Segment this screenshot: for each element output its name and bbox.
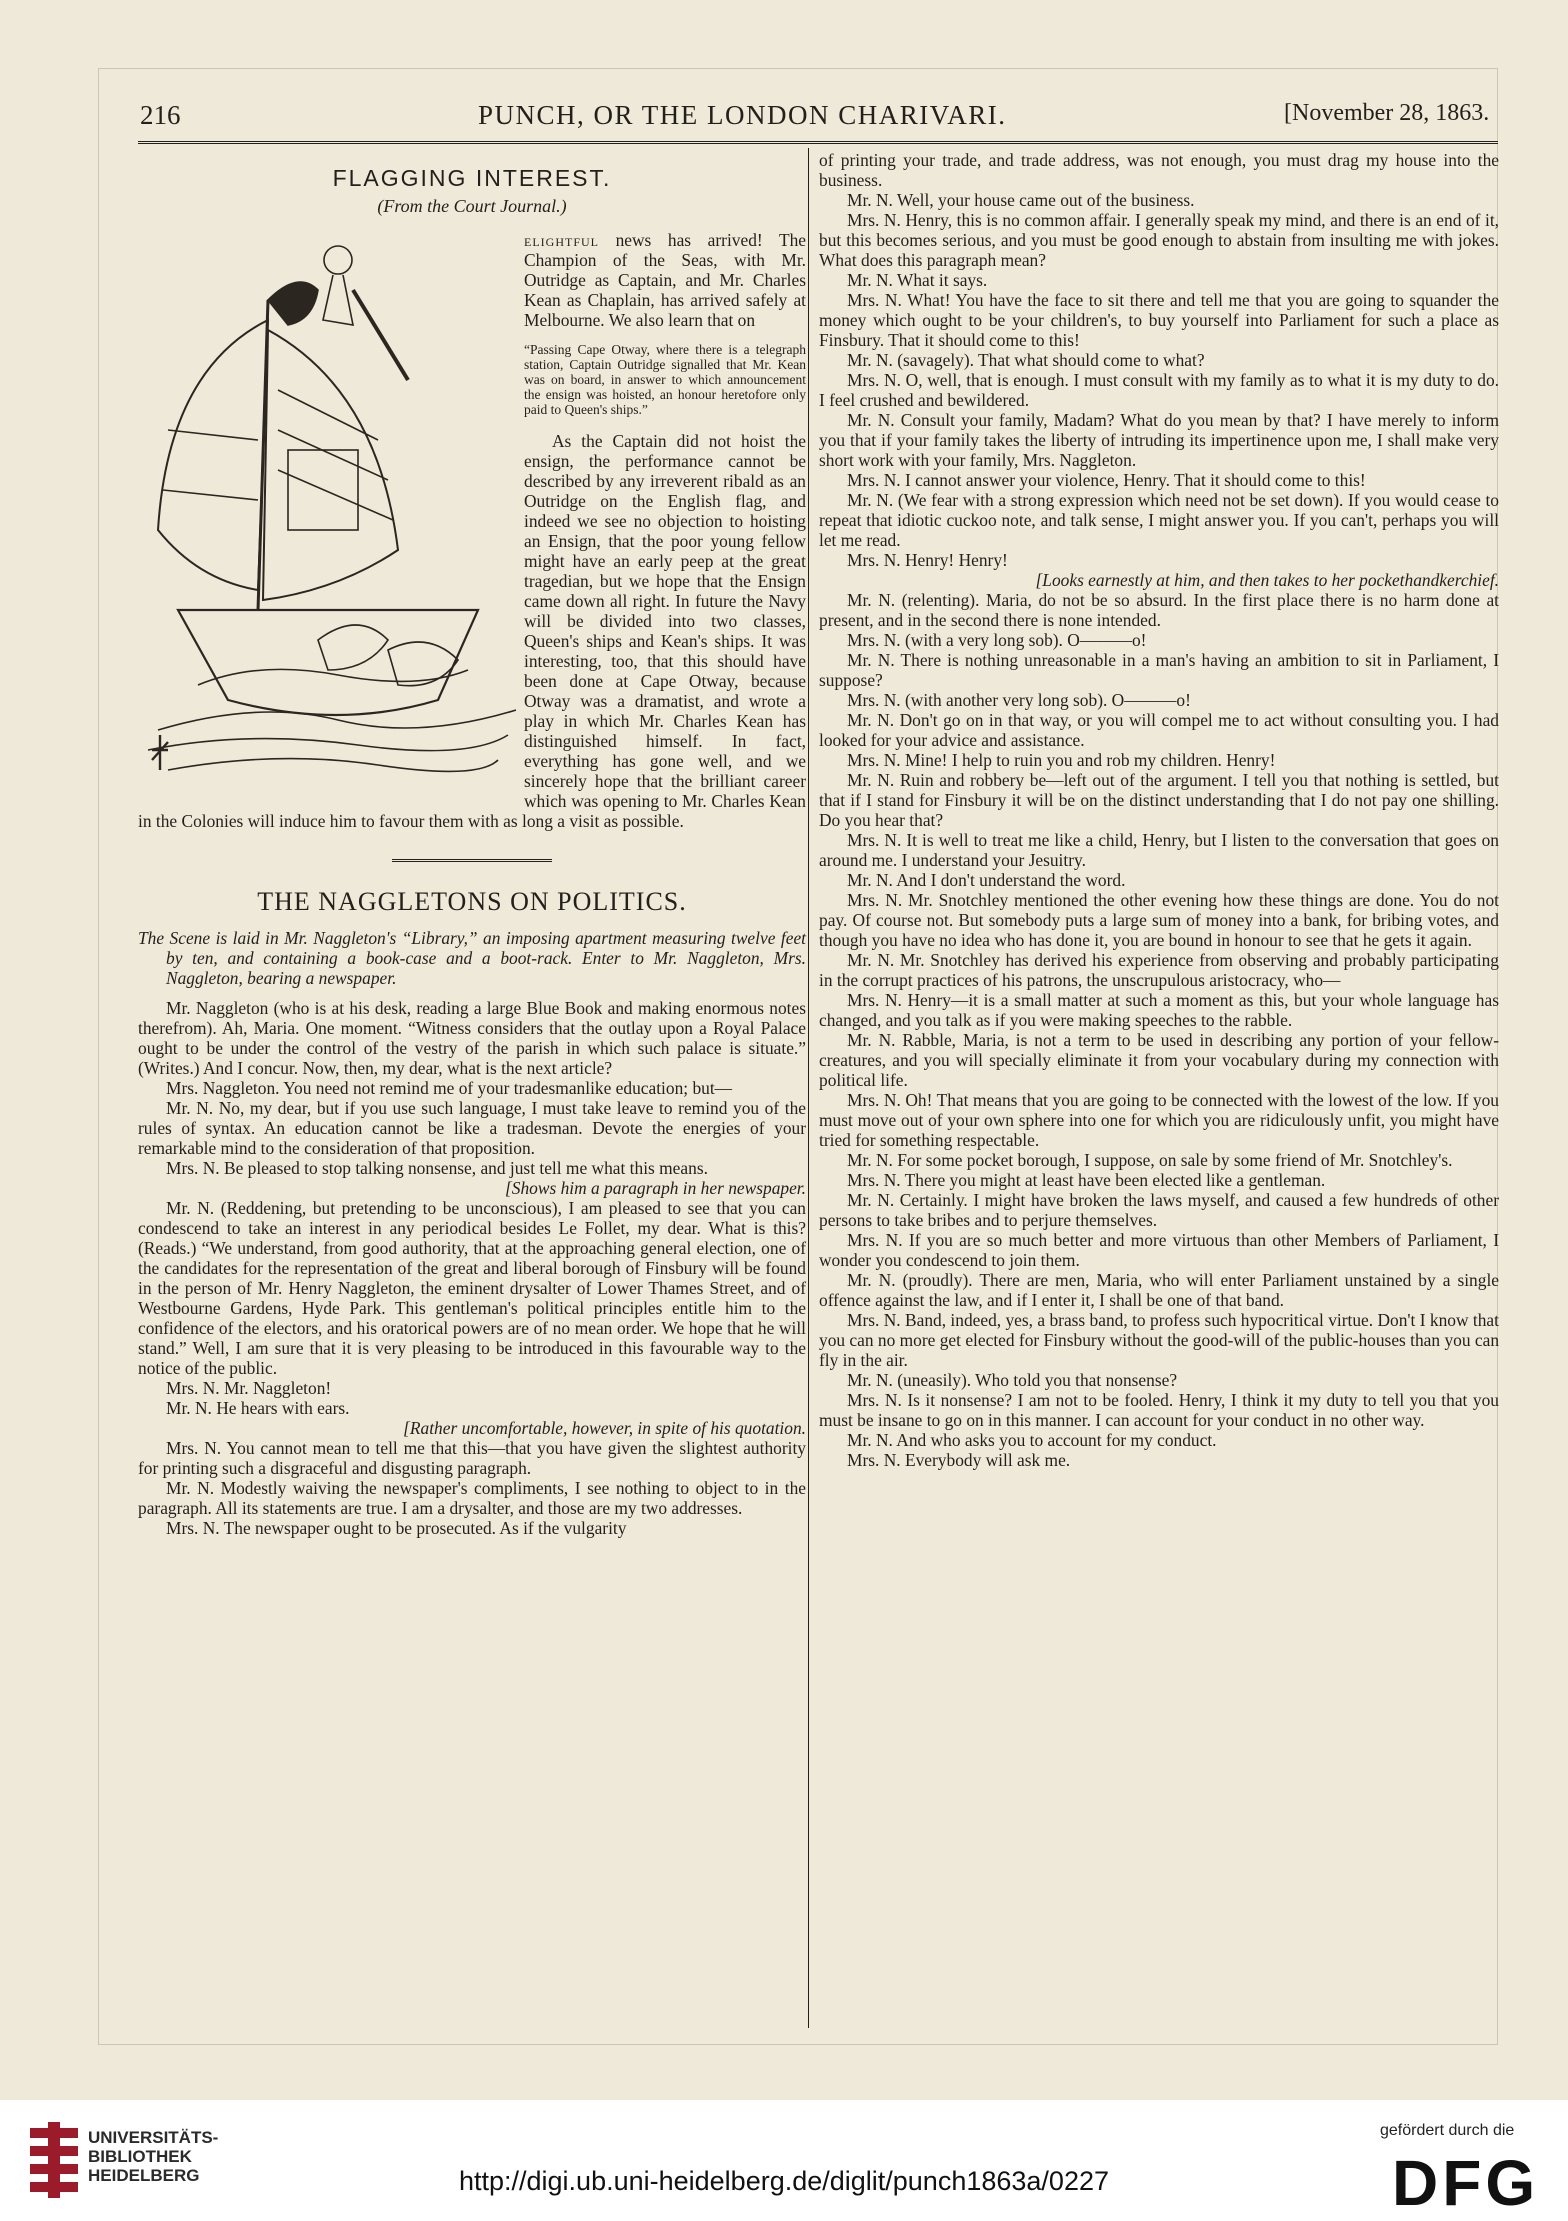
dialogue-paragraph: Mr. N. Ruin and robbery be—left out of the argument. I tell you that nothing is settled, but that if I stand for Finsbury it will be on the distinct understanding that I do not pay one shilling. Do you hear that? bbox=[819, 770, 1499, 830]
dialogue-paragraph: Mrs. N. It is well to treat me like a child, Henry, but I listen to the conversation that goes on around me. I understand your Jesuitry. bbox=[819, 830, 1499, 870]
dialogue-paragraph: Mrs. N. Mr. Naggleton! bbox=[166, 1378, 332, 1398]
dialogue-paragraph: Mrs. N. Henry! Henry! bbox=[847, 550, 1008, 570]
dialogue-paragraph: Mr. N. Well, your house came out of the business. bbox=[847, 190, 1195, 210]
dialogue-paragraph: Mr. N. Don't go on in that way, or you will compel me to act without consulting you. I had looked for your advice and assistance. bbox=[819, 710, 1499, 750]
dialogue-paragraph: Mr. N. Certainly. I might have broken the laws myself, and caused a few hundreds of other persons to take bribes and to perjure themselves. bbox=[819, 1190, 1499, 1230]
dialogue-paragraph: Mrs. N. Is it nonsense? I am not to be fooled. Henry, I think it my duty to tell you that you must be insane to go on in this manner. I can account for your conduct in no other way. bbox=[819, 1390, 1499, 1430]
section-separator bbox=[392, 859, 552, 864]
scene-direction: The Scene is laid in Mr. Naggleton's “Library,” an imposing apartment measuring twelve feet by ten, and containing a book-case and a boot-rack. Enter to Mr. Naggleton, Mrs. Naggleton, bearing a newspaper. bbox=[138, 928, 806, 988]
dialogue-paragraph: Mrs. N. (with another very long sob). O———o! bbox=[847, 690, 1191, 710]
dialogue-paragraph: Mr. N. (relenting). Maria, do not be so absurd. In the first place there is no harm done at present, and in the second there is none intended. bbox=[819, 590, 1499, 630]
permalink-url[interactable]: http://digi.ub.uni-heidelberg.de/diglit/punch1863a/0227 bbox=[458, 2166, 1109, 2196]
left-column bbox=[138, 150, 806, 1538]
dialogue-paragraph: Mr. N. Rabble, Maria, is not a term to be used in describing any portion of your fellow-creatures, and you will specially eliminate it from your vocabulary during my connection with political life. bbox=[819, 1030, 1499, 1090]
dialogue-paragraph: Mr. N. For some pocket borough, I suppose, on sale by some friend of Mr. Snotchley's. bbox=[847, 1150, 1453, 1170]
dialogue-paragraph: Mr. N. And I don't understand the word. bbox=[847, 870, 1126, 890]
article-body-flagging-interest: As the Captain did not hoist the ensign, the performance cannot be described by any irreverent ribald as an Outridge on the English flag, and indeed we see no objection to hoisting an Ensign, that the poor young fellow might have an early peep at the great tragedian, but we hope that the Ensign came down all right. In future the Navy will be divided into two classes, Queen's ships and Kean's ships. It was interesting, too, that this should have been done at Cape Otway, because Otway was a dramatist, and wrote a play in which Mr. Charles Kean has distinguished himself. In fact, everything has gone well, and we sincerely hope that the brilliant career which was opening to Mr. Charles Kean in the Colonies will induce him to favour them with as long a visit as possible. bbox=[138, 431, 806, 831]
dialogue-paragraph: Mr. N. What it says. bbox=[847, 270, 988, 290]
issue-date: [November 28, 1863. bbox=[1284, 100, 1490, 126]
dialogue-paragraph: Mr. N. (We fear with a strong expression which need not be set down). If you would cease to repeat that idiotic cuckoo note, and talk sense, I might answer you. If you can't, perhaps you will let me read. bbox=[819, 490, 1499, 550]
dialogue-paragraph: Mr. N. (Reddening, but pretending to be unconscious), I am pleased to see that you can condescend to take an interest in any periodical besides Le Follet, my dear. What is this? (Reads.) “We understand, from good authority, that at the approaching general election, one of the candidates for the representation of the great and liberal borough of Finsbury will be found in the person of Mr. Henry Naggleton, the eminent drysalter of Lower Thames Street, and of Westbourne Gardens, Hyde Park. This gentleman's political principles entitle him to the confidence of the electors, and his oratorical powers are of no mean order. We hope that he will stand.” Well, I am sure that it is very pleasing to be introduced in this favourable way to the notice of the public. bbox=[138, 1198, 806, 1378]
dialogue-paragraph: Mrs. N. What! You have the face to sit there and tell me that you are going to squander the money which ought to be your children's, to buy yourself into Parliament for such a place as Finsbury. That it should come to this! bbox=[819, 290, 1499, 350]
stage-direction: [Shows him a paragraph in her newspaper. bbox=[505, 1178, 806, 1198]
article-heading-flagging-interest: FLAGGING INTEREST. bbox=[332, 165, 612, 191]
dialogue-paragraph: Mr. N. And who asks you to account for my conduct. bbox=[847, 1430, 1217, 1450]
column-divider bbox=[808, 148, 809, 2028]
drop-cap-word: elightful bbox=[524, 230, 599, 250]
dialogue-paragraph: Mr. N. (uneasily). Who told you that nonsense? bbox=[847, 1370, 1178, 1390]
dialogue-paragraph: Mrs. Naggleton. You need not remind me of your tradesmanlike education; but— bbox=[166, 1078, 733, 1098]
stage-direction: [Rather uncomfortable, however, in spite of his quotation. bbox=[403, 1418, 806, 1438]
page-number: 216 bbox=[140, 100, 181, 130]
ship-cartoon-illustration bbox=[138, 230, 516, 800]
dialogue-paragraph: Mr. N. There is nothing unreasonable in a man's having an ambition to sit in Parliament, I suppose? bbox=[819, 650, 1499, 690]
dialogue-paragraph: Mrs. N. If you are so much better and more virtuous than other Members of Parliament, I wonder you condescend to join them. bbox=[819, 1230, 1499, 1270]
dialogue-paragraph: Mrs. N. Band, indeed, yes, a brass band, to profess such hypocritical virtue. Don't I know that you can no more get elected for Finsbury without the good-will of the public-houses than you can fly in the air. bbox=[819, 1310, 1500, 1370]
article-source: (From the Court Journal.) bbox=[377, 196, 567, 216]
article-heading-naggletons: THE NAGGLETONS ON POLITICS. bbox=[257, 887, 687, 916]
dialogue-paragraph: Mrs. N. Henry—it is a small matter at such a moment as this, but your whole language has changed, and you talk as if you were making speeches to the rabble. bbox=[819, 990, 1499, 1030]
funding-note: gefördert durch die bbox=[1380, 2122, 1515, 2139]
institution-name: UNIVERSITÄTS- BIBLIOTHEK HEIDELBERG bbox=[88, 2128, 219, 2185]
dialogue-paragraph: Mrs. N. There you might at least have been elected like a gentleman. bbox=[847, 1170, 1326, 1190]
dialogue-paragraph: Mrs. N. Mr. Snotchley mentioned the other evening how these things are done. You do not pay. Of course not. But somebody puts a large sum of money into a bank, for bribing votes, and though you have no idea who has done it, you are bound in honour to see that he gets it again. bbox=[819, 890, 1499, 950]
dialogue-paragraph: Mrs. N. Henry, this is no common affair. I generally speak my mind, and there is an end of it, but this becomes serious, and you must be good enough to abstain from insulting me with jokes. What does this paragraph mean? bbox=[819, 210, 1499, 270]
dialogue-paragraph: Mr. Naggleton (who is at his desk, reading a large Blue Book and making enormous notes therefrom). Ah, Maria. One moment. “Witness considers that the outlay upon a Royal Palace ought to be under the control of the vestry of the parish in which such palace is situate.” (Writes.) And I concur. Now, then, my dear, what is the next article? bbox=[138, 998, 806, 1078]
dialogue-paragraph: Mr. N. Modestly waiving the newspaper's compliments, I see nothing to object to in the paragraph. All its statements are true. I am a drysalter, and those are my two addresses. bbox=[138, 1478, 806, 1518]
dialogue-paragraph: Mrs. N. I cannot answer your violence, Henry. That it should come to this! bbox=[847, 470, 1366, 490]
dialogue-paragraph: Mrs. N. (with a very long sob). O———o! bbox=[847, 630, 1147, 650]
dialogue-paragraph: Mr. N. Consult your family, Madam? What do you mean by that? I have merely to inform you that if your family takes the liberty of intruding its impertinence upon me, I shall make very short work with your family, Mrs. Naggleton. bbox=[819, 410, 1499, 470]
dialogue-paragraph: Mr. N. No, my dear, but if you use such language, I must take leave to remind you of the rules of syntax. An education cannot be like a tradesman. Devote the energies of your remarkable mind to the consideration of that proposition. bbox=[138, 1098, 806, 1158]
dialogue-paragraph: Mrs. N. Be pleased to stop talking nonsense, and just tell me what this means. bbox=[166, 1158, 708, 1178]
dialogue-paragraph: Mrs. N. O, well, that is enough. I must consult with my family as to what it is my duty to do. I feel crushed and bewildered. bbox=[819, 370, 1499, 410]
telegraph-quote: “Passing Cape Otway, where there is a telegraph station, Captain Outridge signalled that Mr. Kean was on board, in answer to which announcement the ensign was hoisted, an honour heretofore only paid to Queen's ships.” bbox=[524, 342, 806, 417]
dialogue-paragraph: of printing your trade, and trade address, was not enough, you must drag my house into the business. bbox=[819, 150, 1499, 190]
dialogue-paragraph: Mrs. N. Mine! I help to ruin you and rob my children. Henry! bbox=[847, 750, 1276, 770]
header-rule bbox=[138, 141, 1498, 146]
dfg-logo: DFG bbox=[1392, 2147, 1540, 2219]
dialogue-paragraph: Mrs. N. You cannot mean to tell me that this—that you have given the slightest authority for printing such a disgraceful and disgusting paragraph. bbox=[138, 1438, 806, 1478]
dialogue-paragraph: Mr. N. He hears with ears. bbox=[166, 1398, 350, 1418]
dialogue-paragraph: Mr. N. (savagely). That what should come to what? bbox=[847, 350, 1205, 370]
dialogue-paragraph: Mr. N. (proudly). There are men, Maria, who will enter Parliament unstained by a single offence against the law, and if I enter it, I shall be one of that band. bbox=[819, 1270, 1499, 1310]
dialogue-paragraph: Mrs. N. The newspaper ought to be prosecuted. As if the vulgarity bbox=[166, 1518, 627, 1538]
masthead-title: PUNCH, OR THE LONDON CHARIVARI. bbox=[478, 100, 1007, 130]
dialogue-paragraph: Mrs. N. Everybody will ask me. bbox=[847, 1450, 1071, 1470]
stage-direction: [Looks earnestly at him, and then takes to her pockethandkerchief. bbox=[1035, 570, 1499, 590]
dialogue-paragraph: Mrs. N. Oh! That means that you are going to be connected with the lowest of the low. If you must move out of your own sphere into one for which you are ridiculously unfit, you might have tried for something respectable. bbox=[819, 1090, 1499, 1150]
right-column bbox=[819, 150, 1499, 1470]
dialogue-paragraph: Mr. N. Mr. Snotchley has derived his experience from observing and probably participating in the corrupt practices of his patrons, the unscrupulous aristocracy, who— bbox=[819, 950, 1499, 990]
article-intro: news has arrived! The Champion of the Seas, with Mr. Outridge as Captain, and Mr. Charles Kean as Chaplain, has arrived safely at Melbourne. We also learn that on bbox=[524, 230, 806, 330]
